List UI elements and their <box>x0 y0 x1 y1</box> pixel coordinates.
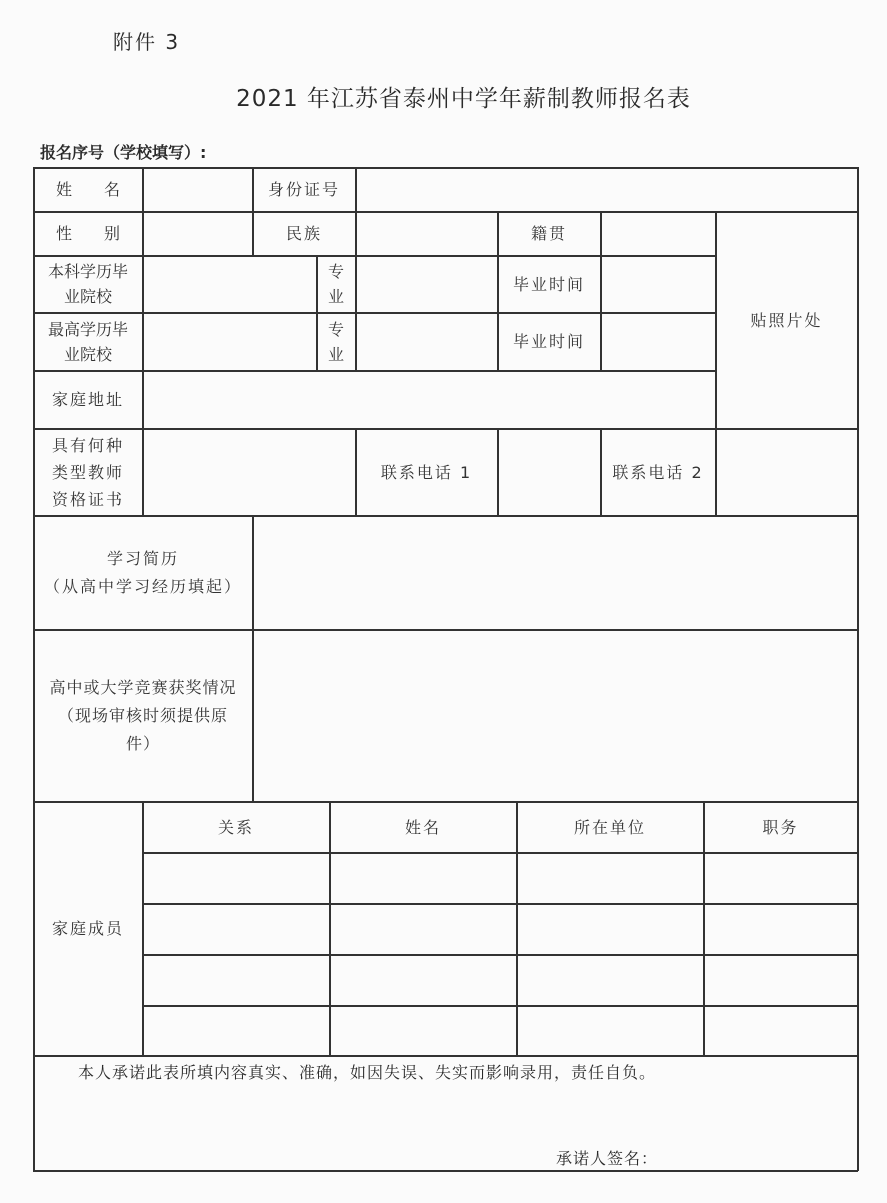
competition-awards-label: 高中或大学竞赛获奖情况 （现场审核时须提供原 件） <box>49 677 237 753</box>
table-rule <box>355 255 357 370</box>
home-address-label: 家庭地址 <box>51 390 124 409</box>
signature-label: 承诺人签名： <box>556 1149 659 1168</box>
family-header-name: 姓名 <box>404 817 441 837</box>
table-rule <box>142 852 858 854</box>
bachelor-school-label: 本科学历毕 业院校 <box>47 262 128 306</box>
phone2-label: 联系电话 2 <box>612 462 704 482</box>
teacher-certificate-label: 具有何种 类型教师 资格证书 <box>51 435 124 509</box>
table-border-bottom <box>33 1170 858 1172</box>
name-label: 姓 名 <box>55 180 120 199</box>
attachment-label: 附件 3 <box>113 30 181 54</box>
table-rule <box>142 167 144 515</box>
highest-grad-time-label: 毕业时间 <box>512 332 585 351</box>
ethnicity-label: 民族 <box>285 224 322 243</box>
table-rule <box>142 903 858 905</box>
table-rule <box>33 1055 858 1057</box>
table-rule <box>497 428 499 515</box>
family-header-workplace: 所在单位 <box>573 817 646 837</box>
family-header-position: 职务 <box>762 817 799 837</box>
family-header-relation: 关系 <box>217 817 254 837</box>
serial-number-label: 报名序号（学校填写）: <box>40 143 207 162</box>
bachelor-major-label: 专 业 <box>327 262 344 306</box>
id-number-label: 身份证号 <box>267 180 340 199</box>
table-rule <box>142 954 858 956</box>
phone1-label: 联系电话 1 <box>380 462 473 482</box>
table-rule <box>355 167 357 255</box>
form-title: 2021 年江苏省泰州中学年薪制教师报名表 <box>236 86 691 112</box>
photo-placeholder: 贴照片处 <box>750 310 823 330</box>
pledge-statement: 本人承诺此表所填内容真实、准确，如因失误、失实而影响录用，责任自负。 <box>78 1063 657 1082</box>
highest-major-label: 专 业 <box>327 319 344 364</box>
table-rule <box>600 211 602 370</box>
native-place-label: 籍贯 <box>530 224 567 243</box>
table-border-right <box>857 167 859 1171</box>
family-members-label: 家庭成员 <box>51 919 124 938</box>
bachelor-grad-time-label: 毕业时间 <box>512 274 585 294</box>
table-rule <box>252 515 254 801</box>
table-border-top <box>33 167 858 169</box>
table-rule <box>142 1005 858 1007</box>
study-history-label: 学习简历 （从高中学习经历填起） <box>43 548 242 596</box>
gender-label: 性 别 <box>55 224 120 243</box>
highest-school-label: 最高学历毕 业院校 <box>47 319 128 364</box>
